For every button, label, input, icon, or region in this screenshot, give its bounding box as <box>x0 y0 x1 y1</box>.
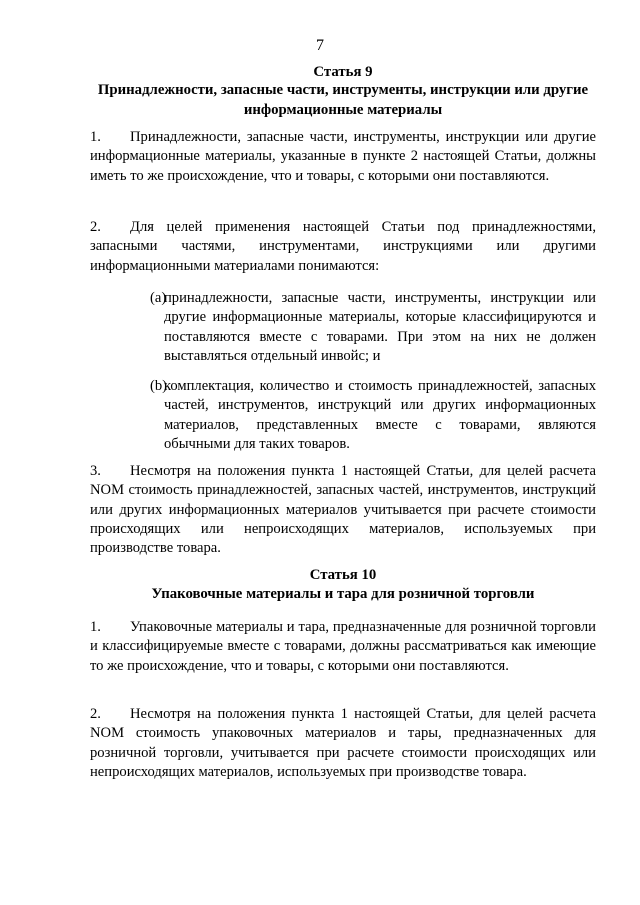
article-9-paragraph-3 <box>90 462 596 558</box>
subitem-text: принадлежности, запасные части, инструменты, инструкции или другие информационные материалы, которые классифицируются и поставляются вместе с товарами. При этом на них не должен выставляться отдельный инвойс; и <box>164 290 596 364</box>
article-10-paragraph-1 <box>90 618 596 676</box>
paragraph-number: 2. <box>90 219 101 235</box>
paragraph-number: 1. <box>90 129 101 145</box>
paragraph-text: Несмотря на положения пункта 1 настоящей Статьи, для целей расчета NOM стоимость упаковочных материалов и тары, предназначенных для розничной торговли, учитывается при расчете стоимости происходящих или непроисходящих материалов, используемых при производстве товара. <box>90 706 596 780</box>
page-number: 7 <box>316 37 324 54</box>
paragraph-text: Для целей применения настоящей Статьи под принадлежностями, запасными частями, инструментами, инструкциями или другими информационными материалами понимаются: <box>90 219 596 274</box>
article-10-paragraph-2 <box>90 705 596 782</box>
article-9-subtitle: Принадлежности, запасные части, инструменты, инструкции или другие информационные материалы <box>97 82 589 118</box>
article-9-paragraph-2 <box>90 218 596 276</box>
subitem-label: (b) <box>150 378 168 394</box>
paragraph-number: 3. <box>90 463 101 479</box>
article-9-subitem-a <box>150 289 596 366</box>
subitem-text: комплектация, количество и стоимость принадлежностей, запасных частей, инструментов, инструкций или других информационных материалов, представленных вместе с товарами, являются обычными для таких товаров. <box>164 378 596 452</box>
article-9-title: Статья 9 <box>313 64 373 80</box>
subitem-label: (a) <box>150 290 167 306</box>
paragraph-text: Несмотря на положения пункта 1 настоящей Статьи, для целей расчета NOM стоимость принадлежностей, запасных частей, инструментов, инструкций или других информационных материалов учитывается при расчете стоимости происходящих или непроисходящих материалов, используемых при производстве товара. <box>90 463 596 557</box>
article-9-paragraph-1 <box>90 128 596 186</box>
article-9-subitem-b <box>150 377 596 454</box>
paragraph-text: Принадлежности, запасные части, инструменты, инструкции или другие информационные материалы, указанные в пункте 2 настоящей Статьи, должны иметь то же происхождение, что и товары, с которыми они поставляются. <box>90 129 596 184</box>
paragraph-number: 2. <box>90 706 101 722</box>
paragraph-number: 1. <box>90 619 101 635</box>
paragraph-text: Упаковочные материалы и тара, предназначенные для розничной торговли и классифицируемые вместе с товарами, должны рассматриваться как имеющие то же происхождение, что и товары, с которыми они поставляются. <box>90 619 596 674</box>
article-10-subtitle: Упаковочные материалы и тара для розничной торговли <box>151 586 535 602</box>
article-10-title: Статья 10 <box>309 567 377 583</box>
